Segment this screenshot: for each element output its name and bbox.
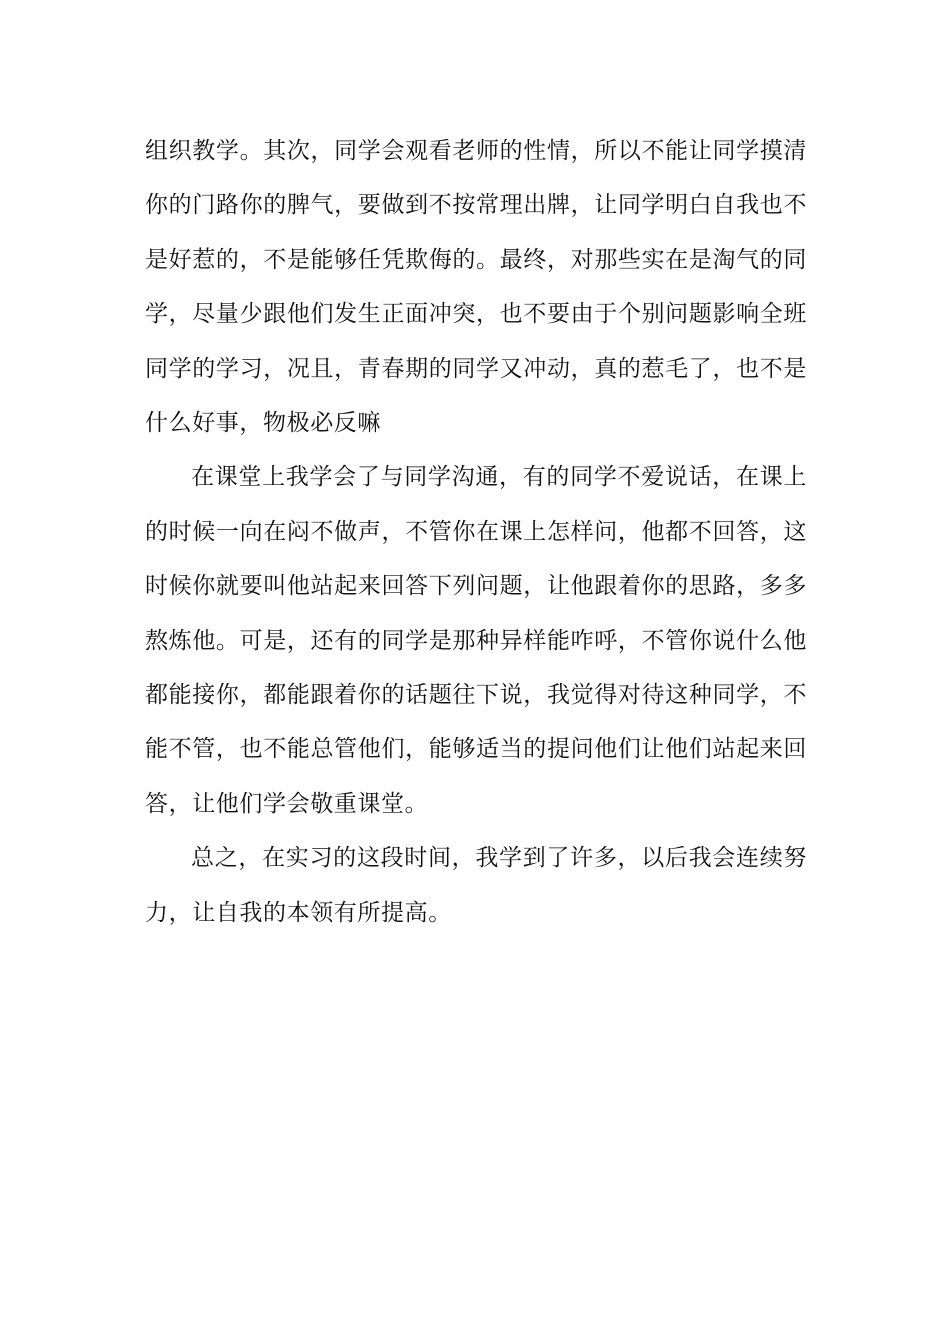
paragraph-2: 在课堂上我学会了与同学沟通，有的同学不爱说话，在课上的时候一向在闷不做声，不管你在课上怎样问，他都不回答，这时候你就要叫他站起来回答下列问题，让他跟着你的思路，多多熬炼他。可是，还有的同学是那种异样能咋呼，不管你说什么他都能接你，都能跟着你的话题往下说，我觉得对待这种同学，不能不管，也不能总管他们，能够适当的提问他们让他们站起来回答，让他们学会敬重课堂。 [145,464,807,817]
paragraph-1: 组织教学。其次，同学会观看老师的性情，所以不能让同学摸清你的门路你的脾气，要做到不按常理出牌，让同学明白自我也不是好惹的，不是能够任凭欺侮的。最终，对那些实在是淘气的同学，尽量少跟他们发生正面冲突，也不要由于个别问题影响全班同学的学习，况且，青春期的同学又冲动，真的惹毛了，也不是什么好事，物极必反嘛 [145,138,807,437]
document-body [145,124,807,940]
paragraph-3: 总之，在实习的这段时间，我学到了许多，以后我会连续努力，让自我的本领有所提高。 [145,845,807,926]
